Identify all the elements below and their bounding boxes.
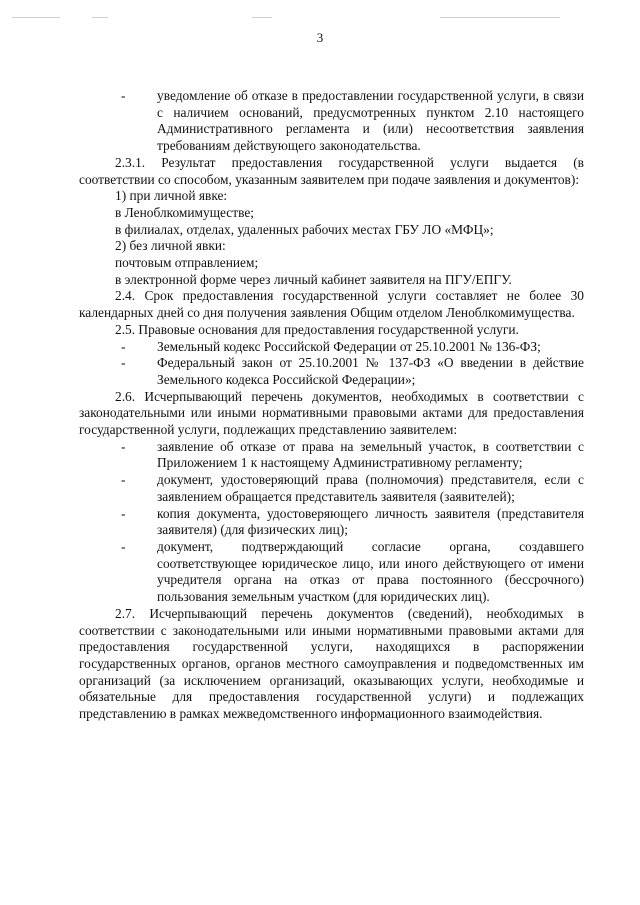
- bullet-paragraph: [79, 439, 584, 472]
- bullet-paragraph: [79, 472, 584, 505]
- bullet-paragraph: [79, 355, 584, 388]
- bullet-paragraph: [79, 539, 584, 606]
- bullet-marker: -: [121, 538, 126, 554]
- bullet-paragraph: [79, 339, 584, 356]
- paragraph-text: Земельный кодекс Российской Федерации от 25.10.2001 № 136-ФЗ;: [157, 338, 541, 354]
- list-line: 1) при личной явке:: [115, 188, 228, 204]
- numbered-paragraph: 2.4. Срок предоставления государственной услуги составляет не более 30 календарных дней со дня получения заявления Общим отделом Леноблкомимущества.: [79, 288, 584, 321]
- paragraph-text: документ, подтверждающий согласие органа, создавшего соответствующее юридическое лицо, или иного действующего от имени учредителя органа на отказ от права постоянного (бессрочного) пользования земельным участком (для юридических лиц).: [157, 538, 584, 605]
- paragraph-text: документ, удостоверяющий права (полномочия) представителя, если с заявлением обращается представитель заявителя (заявителей);: [157, 472, 584, 504]
- list-line: почтовым отправлением;: [115, 255, 259, 271]
- numbered-paragraph: 2.3.1. Результат предоставления государственной услуги выдается (в соответствии со способом, указанным заявителем при подаче заявления и документов):: [79, 154, 584, 187]
- bullet-marker: -: [121, 472, 126, 488]
- bullet-marker: -: [121, 505, 126, 521]
- list-line: в филиалах, отделах, удаленных рабочих местах ГБУ ЛО «МФЦ»;: [115, 221, 494, 237]
- paragraph-text: копия документа, удостоверяющего личность заявителя (представителя заявителя) (для физических лиц);: [157, 505, 584, 538]
- scan-edge-line: [12, 17, 60, 18]
- bullet-marker: -: [121, 88, 126, 103]
- document-body: [79, 88, 584, 723]
- numbered-paragraph: 2.5. Правовые основания для предоставления государственной услуги.: [115, 321, 519, 337]
- scan-edge-line: [440, 17, 560, 18]
- scan-edge-line: [252, 17, 272, 18]
- paragraph-text: Федеральный закон от 25.10.2001 № 137-ФЗ «О введении в действие Земельного кодекса Российской Федерации»;: [157, 355, 584, 387]
- bullet-marker: -: [121, 338, 126, 354]
- paragraph-text: заявление об отказе от права на земельный участок, в соответствии с Приложением 1 к настоящему Административному регламенту;: [157, 438, 584, 471]
- page-number: 3: [316, 30, 324, 45]
- paragraph-text: уведомление об отказе в предоставлении государственной услуги, в связи с наличием оснований, предусмотренных пунктом 2.10 настоящего Административного регламента и (или) несоответствия заявления требованиям действующего законодательства.: [157, 88, 584, 154]
- list-line: в Леноблкомимуществе;: [115, 204, 254, 220]
- scan-edge-line: [92, 17, 108, 18]
- bullet-marker: -: [121, 438, 126, 454]
- numbered-paragraph: 2.6. Исчерпывающий перечень документов, необходимых в соответствии с законодательными или иными нормативными правовыми актами для предоставления государственной услуги, подлежащих представлению заявителем:: [79, 388, 584, 438]
- list-line: в электронной форме через личный кабинет заявителя на ПГУ/ЕПГУ.: [115, 271, 512, 287]
- list-line: 2) без личной явки:: [115, 238, 226, 254]
- numbered-paragraph: 2.7. Исчерпывающий перечень документов (сведений), необходимых в соответствии с законодательными или иными нормативными правовыми актами для предоставления государственной услуги, находящихся в распоряжении государственных органов, органов местного самоуправления и подведомственных им организаций (за исключением организаций, оказывающих услуги, необходимые и обязательные для предоставления государственной услуги) и подлежащих представлению в рамках межведомственного информационного взаимодействия.: [79, 605, 584, 722]
- bullet-paragraph: [79, 88, 584, 155]
- bullet-paragraph: [79, 506, 584, 539]
- bullet-marker: -: [121, 355, 126, 371]
